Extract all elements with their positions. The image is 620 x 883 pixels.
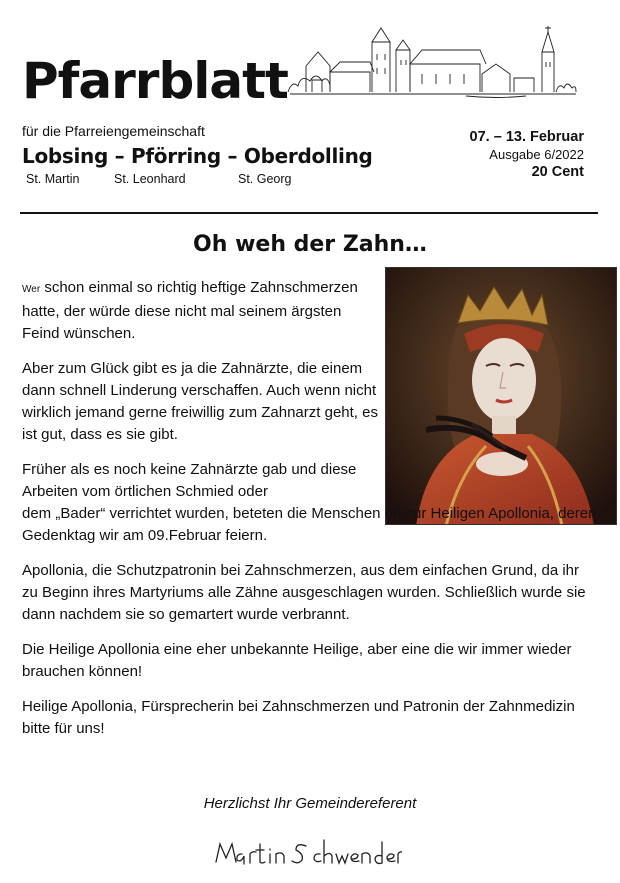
signature bbox=[212, 832, 402, 872]
article-paragraph-1 bbox=[22, 277, 598, 345]
paragraph-3-text-b: dem „Bader“ verrichtet wurden, beteten die Menschen oft zur Heiligen Apollonia, deren Gedenktag wir am 09.Februar feiern. bbox=[22, 505, 597, 544]
issue-edition: Ausgabe 6/2022 bbox=[489, 146, 584, 162]
saint-martin-label: St. Martin bbox=[26, 172, 80, 186]
paragraph-1-text: schon einmal so richtig heftige Zahnschmerzen hatte, der würde diese nicht mal seinem ärgsten Feind wünschen. bbox=[22, 279, 358, 342]
masthead-title: Pfarrblatt bbox=[22, 52, 288, 110]
article-paragraph-5: Die Heilige Apollonia eine eher unbekannte Heilige, aber eine die wir immer wieder brauchen können! bbox=[22, 641, 572, 680]
article-paragraph-2: Aber zum Glück gibt es ja die Zahnärzte, die einem dann schnell Linderung verschaffen. Auch wenn nicht wirklich jemand gerne freiwillig zum Zahnarzt geht, es ist gut, dass es sie gibt. bbox=[22, 360, 378, 443]
article-paragraph-6: Heilige Apollonia, Fürsprecherin bei Zahnschmerzen und Patronin der Zahnmedizin bitte für uns! bbox=[22, 698, 575, 737]
article-body bbox=[22, 277, 598, 753]
masthead-subtitle: für die Pfarreiengemeinschaft bbox=[22, 123, 205, 139]
saint-leonhard-label: St. Leonhard bbox=[114, 172, 186, 186]
paragraph-3-text-a: Früher als es noch keine Zahnärzte gab und diese Arbeiten vom örtlichen Schmied oder bbox=[22, 461, 357, 500]
church-illustration bbox=[286, 22, 578, 100]
saint-georg-label: St. Georg bbox=[238, 172, 292, 186]
article-paragraph-4: Apollonia, die Schutzpatronin bei Zahnschmerzen, aus dem einfachen Grund, da ihr zu Beginn ihres Martyriums alle Zähne ausgeschlagen wurden. Schließlich wurde sie dann nachdem sie so gemartert wurde verbrannt. bbox=[22, 562, 586, 623]
issue-price: 20 Cent bbox=[531, 164, 584, 181]
header-divider bbox=[20, 212, 598, 214]
parish-names: Lobsing – Pförring – Oberdolling bbox=[22, 144, 373, 168]
closing-line: Herzlichst Ihr Gemeindereferent bbox=[203, 795, 417, 812]
article-headline: Oh weh der Zahn… bbox=[193, 232, 427, 257]
article-paragraph-3 bbox=[22, 459, 598, 547]
issue-dates: 07. – 13. Februar bbox=[469, 129, 584, 145]
issue-info bbox=[470, 128, 584, 182]
first-word: Wer bbox=[22, 284, 41, 295]
